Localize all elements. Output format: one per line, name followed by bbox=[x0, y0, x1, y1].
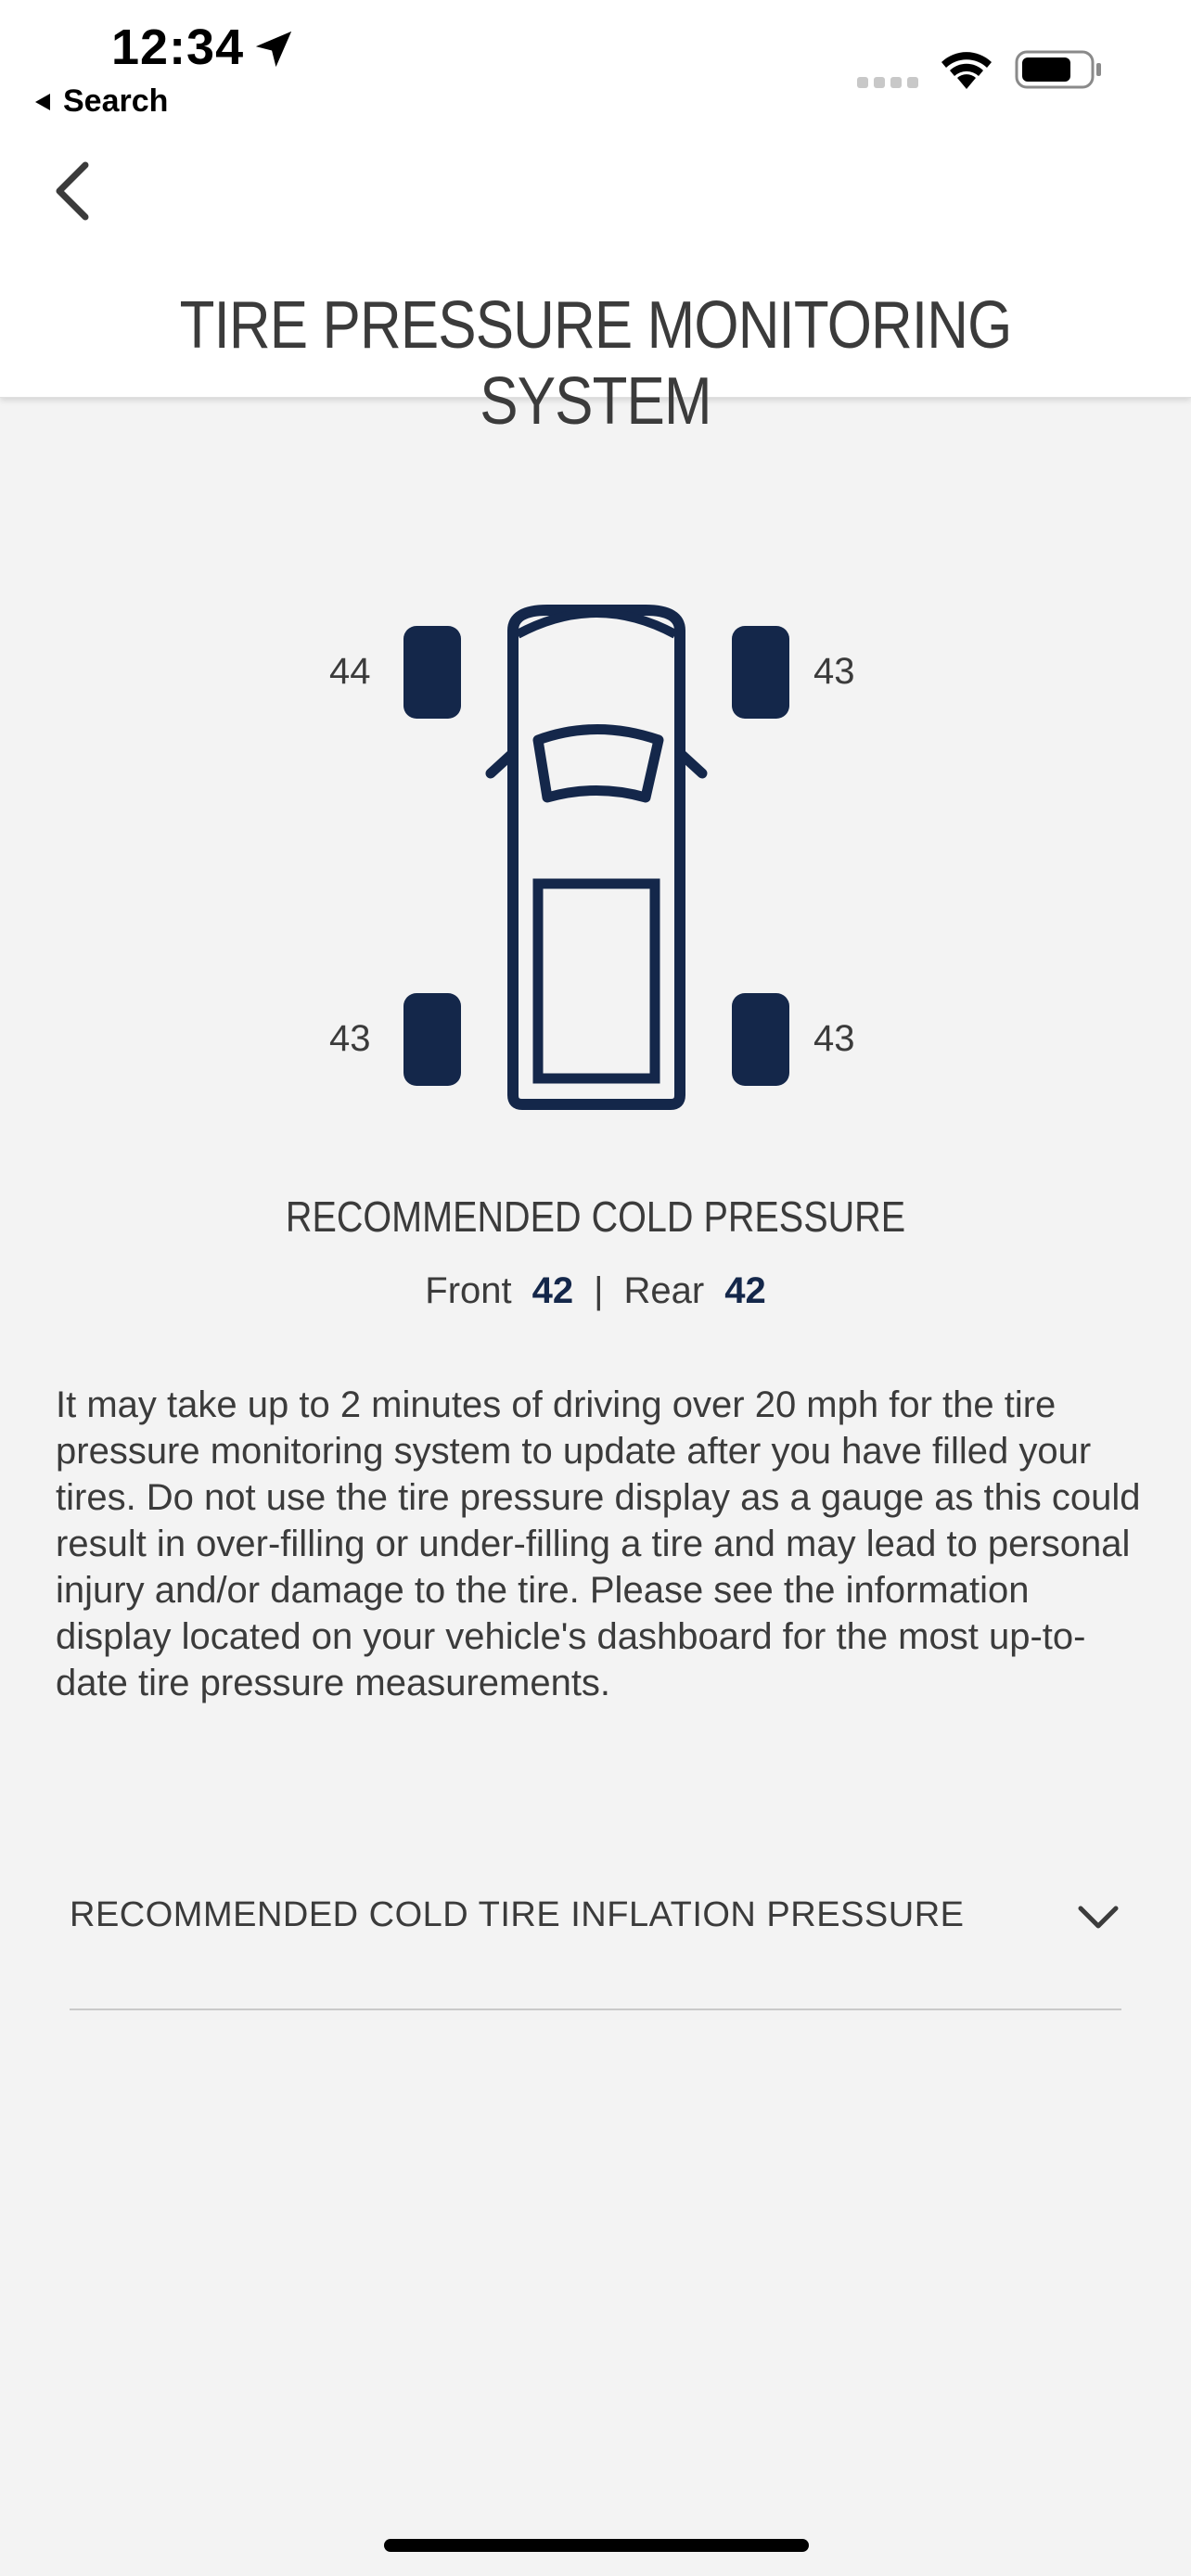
vehicle-tire-diagram bbox=[315, 593, 872, 1113]
front-recommended-value: 42 bbox=[531, 1270, 574, 1311]
home-indicator[interactable] bbox=[384, 2539, 809, 2552]
front-label: Front bbox=[425, 1270, 512, 1311]
back-triangle-icon bbox=[35, 94, 50, 110]
tpms-disclaimer-text: It may take up to 2 minutes of driving over 20 mph for the tire pressure monitoring system to update after you have filled your tires. Do not use the tire pressure display as a gauge as this could result in over-filling or under-filling a tire and may lead to personal injury and/or damage to the tire. Please see the information display located on your vehicle's dashboard for the most up-to-date tire pressure measurements. bbox=[56, 1384, 1141, 1703]
value-separator: | bbox=[594, 1270, 604, 1311]
tire-rear-right bbox=[732, 993, 789, 1086]
battery-icon bbox=[1015, 48, 1104, 91]
rear-label: Rear bbox=[623, 1270, 705, 1311]
accordion-label: RECOMMENDED COLD TIRE INFLATION PRESSURE bbox=[70, 1895, 965, 1934]
tire-pressure-rear-left: 43 bbox=[329, 1018, 371, 1059]
back-to-search-link[interactable] bbox=[35, 83, 168, 120]
wifi-icon bbox=[937, 45, 996, 91]
chevron-down-icon[interactable] bbox=[1075, 1901, 1121, 1932]
tire-rear-left bbox=[403, 993, 461, 1086]
page-title: TIRE PRESSURE MONITORING SYSTEM bbox=[179, 288, 1012, 439]
cold-tire-inflation-accordion[interactable] bbox=[70, 1882, 1121, 2010]
top-bar bbox=[0, 0, 1191, 439]
rear-recommended-value: 42 bbox=[724, 1270, 766, 1311]
truck-top-view-icon bbox=[315, 593, 872, 1113]
tire-front-right bbox=[732, 626, 789, 719]
tire-pressure-rear-right: 43 bbox=[813, 1018, 855, 1059]
status-time: 12:34 bbox=[111, 19, 245, 75]
cellular-signal-icon bbox=[857, 77, 924, 88]
recommended-pressure-values bbox=[0, 1270, 1191, 1312]
tire-pressure-front-right: 43 bbox=[813, 651, 855, 692]
back-app-label: Search bbox=[63, 83, 169, 119]
recommended-pressure-title: RECOMMENDED COLD PRESSURE bbox=[285, 1192, 906, 1241]
tire-pressure-front-left: 44 bbox=[329, 651, 371, 692]
tire-front-left bbox=[403, 626, 461, 719]
chevron-left-icon[interactable] bbox=[48, 158, 96, 224]
location-arrow-icon bbox=[252, 28, 295, 70]
